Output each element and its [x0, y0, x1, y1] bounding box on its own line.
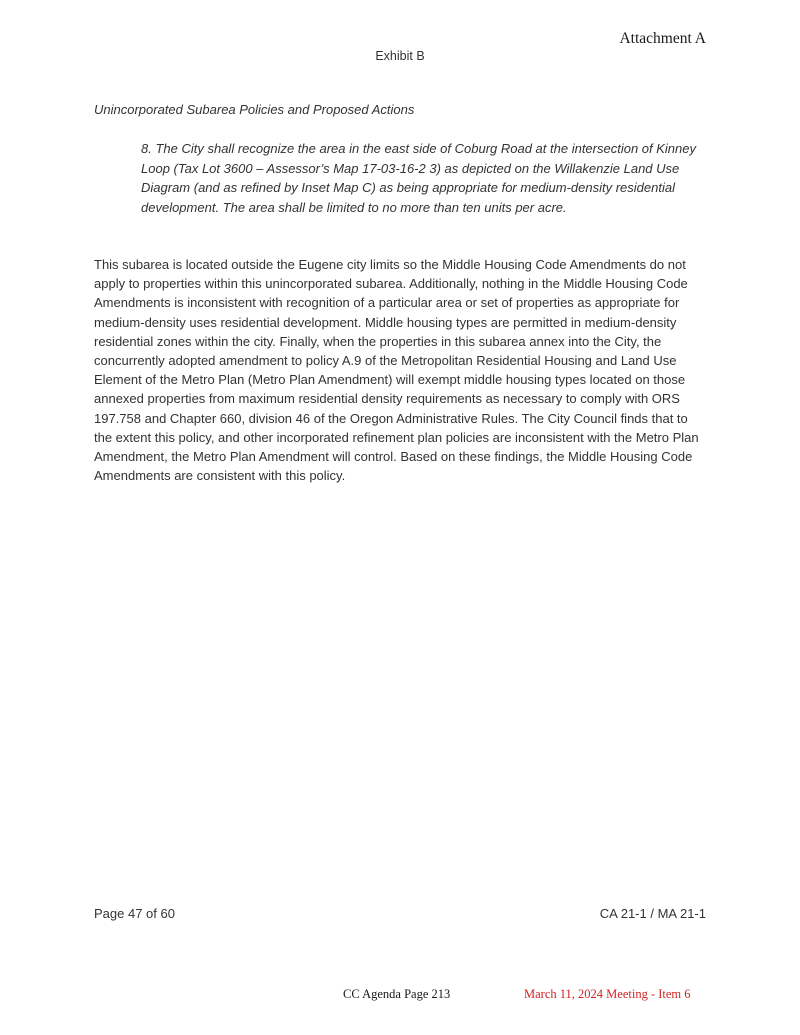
body-paragraph: This subarea is located outside the Eugene city limits so the Middle Housing Code Amendments do not apply to properties within this unincorporated subarea. Additionally, nothing in the Middle Housing Code Amendments is inconsistent with recognition of a particular area or set of properties as appropriate for medium-density uses residential development. Middle housing types are permitted in medium-density residential zones within the city. Finally, when the properties in this subarea annex into the City, the concurrently adopted amendment to policy A.9 of the Metropolitan Residential Housing and Land Use Element of the Metro Plan (Metro Plan Amendment) will exempt middle housing types located on those annexed properties from maximum residential density requirements as necessary to comply with ORS 197.758 and Chapter 660, division 46 of the Oregon Administrative Rules. The City Council finds that to the extent this policy, and other incorporated refinement plan policies are inconsistent with the Metro Plan Amendment, the Metro Plan Amendment will control. Based on these findings, the Middle Housing Code Amendments are consistent with this policy.: [94, 257, 699, 484]
case-number: CA 21-1 / MA 21-1: [599, 906, 706, 921]
attachment-label: Attachment A: [619, 30, 706, 47]
exhibit-label: Exhibit B: [375, 49, 425, 63]
agenda-page-label: CC Agenda Page 213: [343, 987, 451, 1001]
meeting-item-label: March 11, 2024 Meeting - Item 6: [524, 987, 691, 1001]
page-number: Page 47 of 60: [94, 906, 175, 921]
section-heading: Unincorporated Subarea Policies and Proposed Actions: [94, 102, 415, 117]
policy-text: 8. The City shall recognize the area in the east side of Coburg Road at the intersection of Kinney Loop (Tax Lot 3600 – Assessor’s Map 17-03-16-2 3) as depicted on the Willakenzie Land Use Diagram (and as refined by Inset Map C) as being appropriate for medium-density residential development. The area shall be limited to no more than ten units per acre.: [141, 141, 696, 215]
